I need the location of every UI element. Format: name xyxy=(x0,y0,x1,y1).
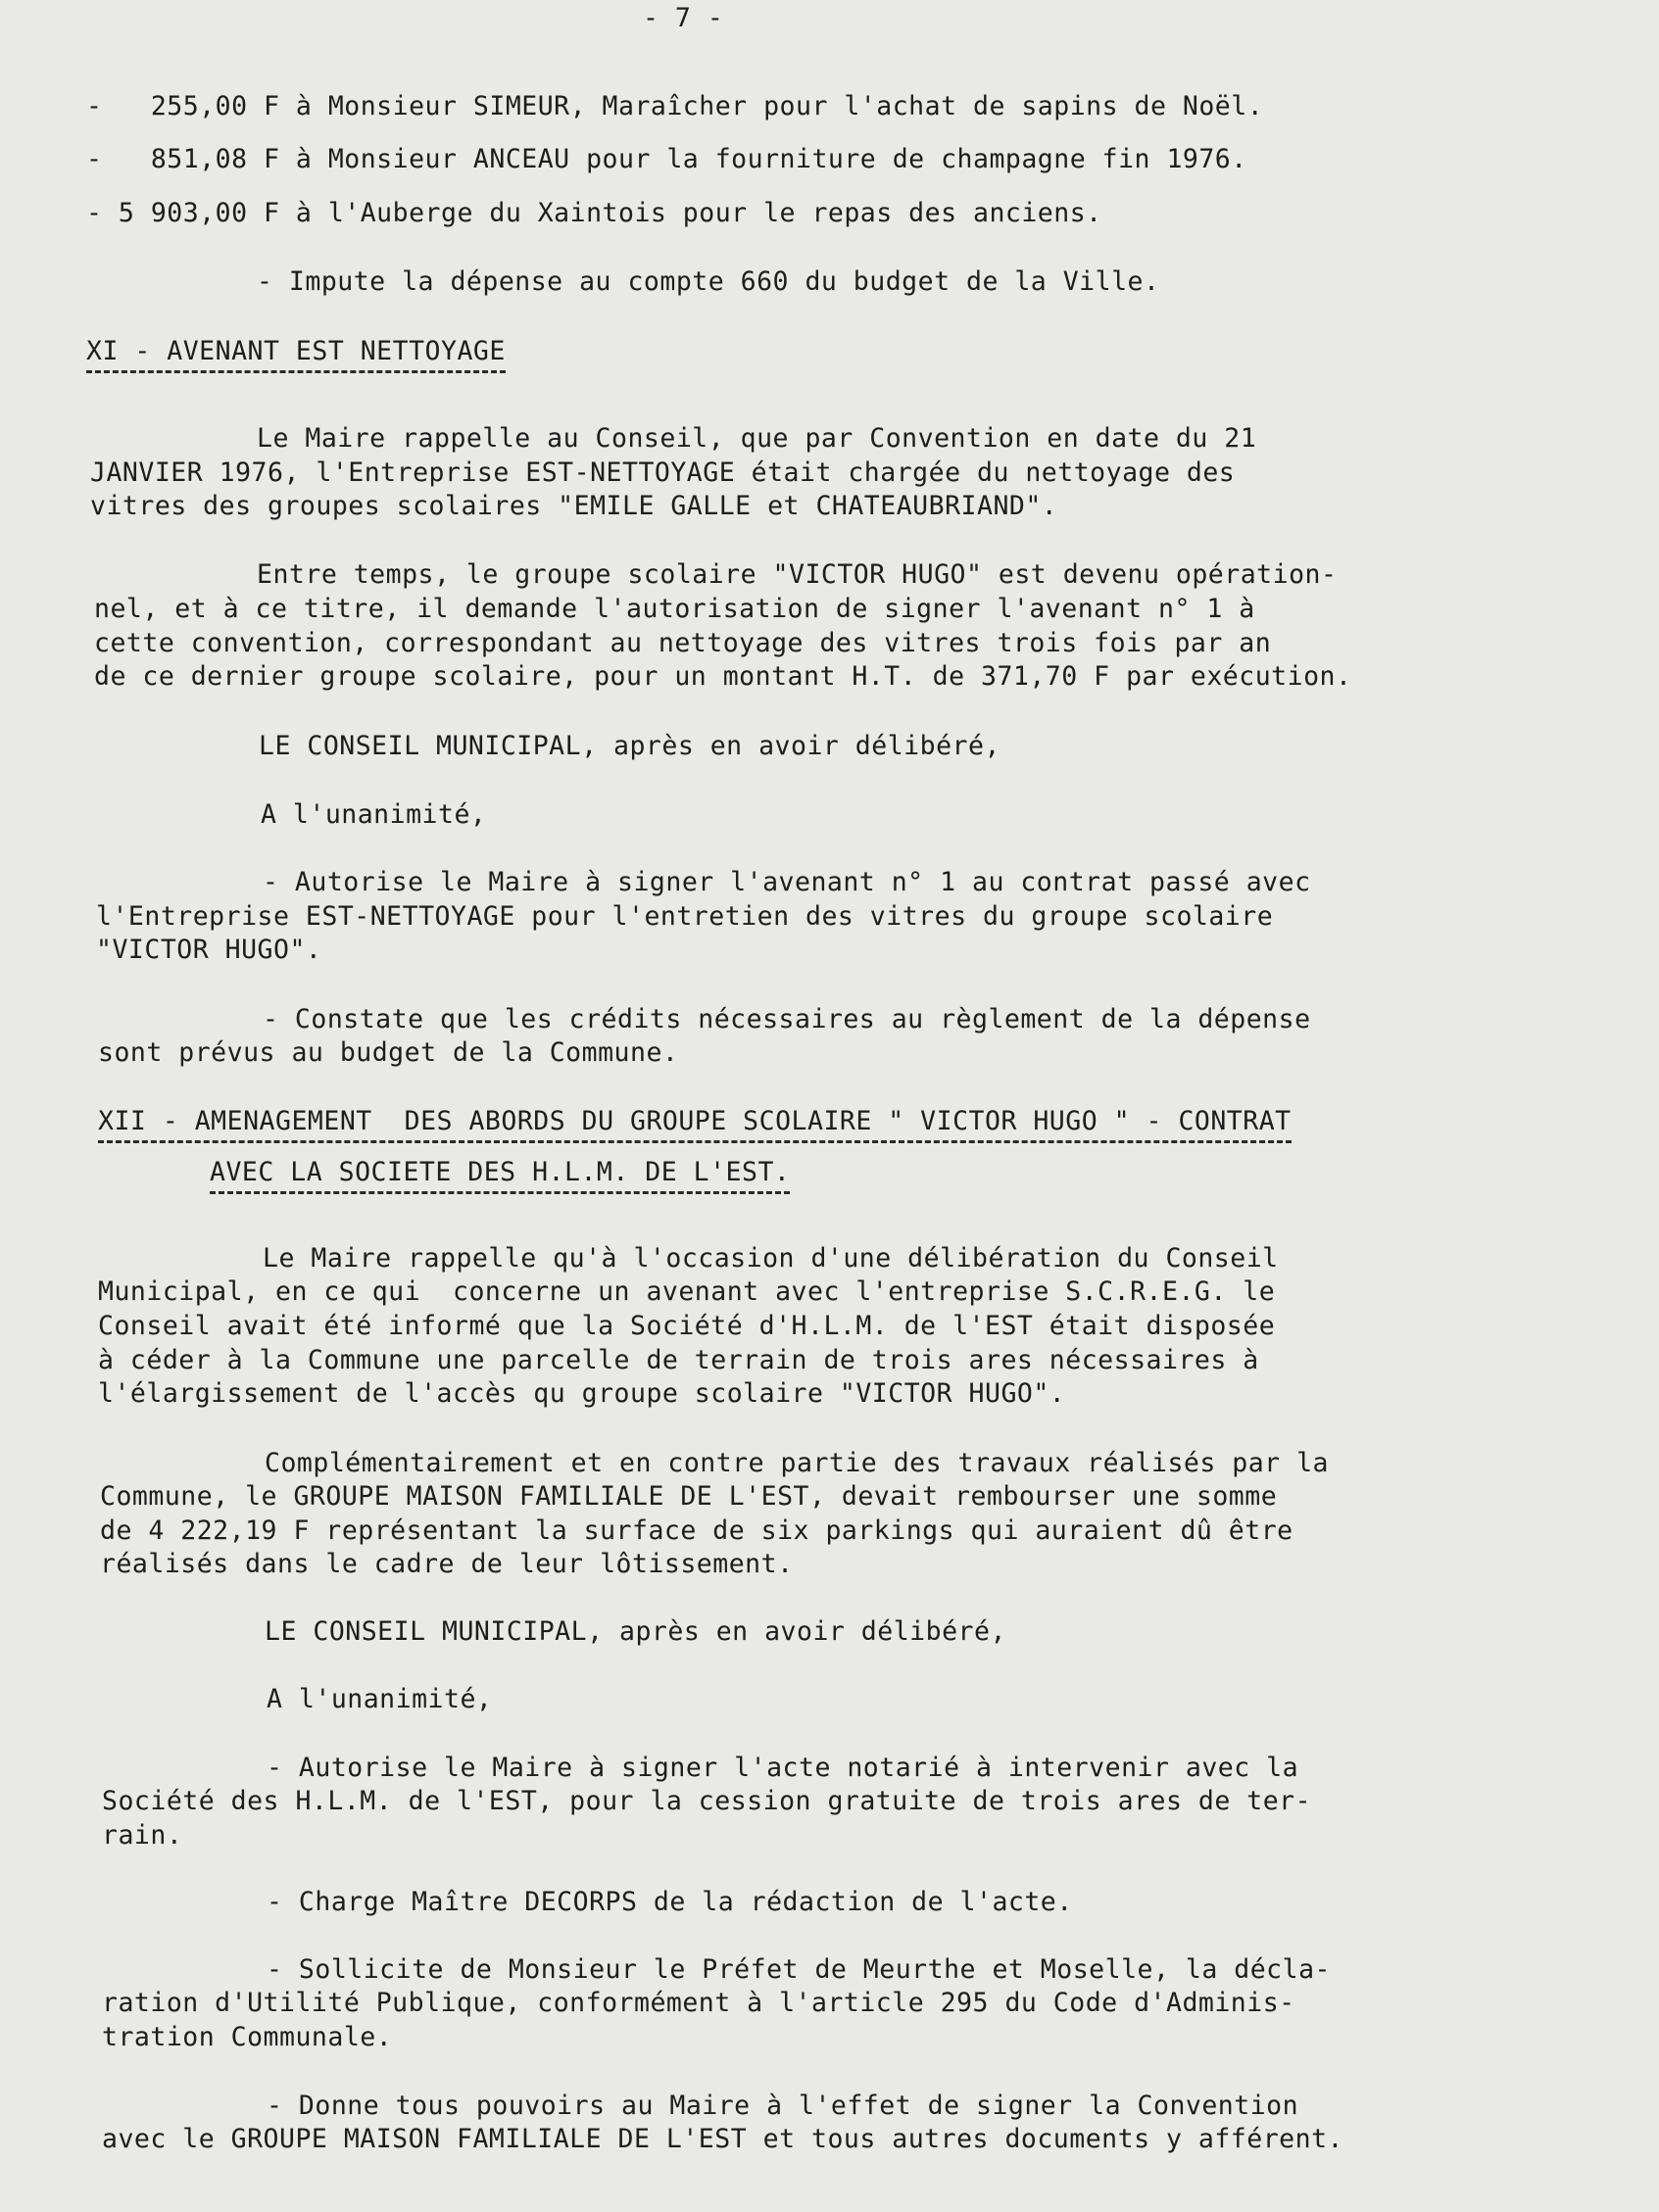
section-xii-decision4-line: avec le GROUPE MAISON FAMILIALE DE L'EST et tous autres documents y afférent. xyxy=(102,2124,1343,2154)
section-xi-decision1-line: "VICTOR HUGO". xyxy=(96,935,322,965)
section-xii-decision3-line: tration Communale. xyxy=(102,2022,393,2052)
section-xii-para1-line: l'élargissement de l'accès qu groupe scolaire "VICTOR HUGO". xyxy=(98,1378,1066,1409)
section-xi-unanimity: A l'unanimité, xyxy=(261,799,487,830)
payment-line-simeur: - 255,00 F à Monsieur SIMEUR, Maraîcher pour l'achat de sapins de Noël. xyxy=(86,91,1264,121)
section-xii-para1-line: Municipal, en ce qui concerne un avenant avec l'entreprise S.C.R.E.G. le xyxy=(98,1276,1276,1307)
section-xii-title-line1: XII - AMENAGEMENT DES ABORDS DU GROUPE SCOLAIRE " VICTOR HUGO " - CONTRAT xyxy=(98,1105,1292,1143)
section-xii-unanimity: A l'unanimité, xyxy=(267,1684,493,1714)
section-xi-para1-line: JANVIER 1976, l'Entreprise EST-NETTOYAGE était chargée du nettoyage des xyxy=(90,457,1236,488)
section-xi-decision2-line: - Constate que les crédits nécessaires au règlement de la dépense xyxy=(263,1004,1311,1034)
section-xi-para1-line: Le Maire rappelle au Conseil, que par Convention en date du 21 xyxy=(257,423,1257,454)
section-xi-para2-line: Entre temps, le groupe scolaire "VICTOR HUGO" est devenu opération- xyxy=(257,559,1338,590)
impute-line: - Impute la dépense au compte 660 du budget de la Ville. xyxy=(257,266,1160,297)
section-xi-para2-line: de ce dernier groupe scolaire, pour un montant H.T. de 371,70 F par exécution. xyxy=(94,661,1352,692)
section-xii-title-line2: AVEC LA SOCIETE DES H.L.M. DE L'EST. xyxy=(210,1156,790,1194)
section-xi-decision1-line: l'Entreprise EST-NETTOYAGE pour l'entretien des vitres du groupe scolaire xyxy=(96,901,1274,932)
section-xii-decision2: - Charge Maître DECORPS de la rédaction de l'acte. xyxy=(267,1887,1073,1917)
section-xii-decision1-line: rain. xyxy=(102,1820,183,1851)
section-xii-decision3-line: ration d'Utilité Publique, conformément à l'article 295 du Code d'Adminis- xyxy=(102,1988,1295,2018)
section-xi-council: LE CONSEIL MUNICIPAL, après en avoir délibéré, xyxy=(259,731,1000,761)
section-xi-decision2-line: sont prévus au budget de la Commune. xyxy=(98,1037,679,1068)
section-xi-para1-line: vitres des groupes scolaires "EMILE GALLE et CHATEAUBRIAND". xyxy=(90,491,1058,521)
section-xii-para2-line: Complémentairement et en contre partie des travaux réalisés par la xyxy=(265,1448,1329,1478)
payment-line-auberge: - 5 903,00 F à l'Auberge du Xaintois pour le repas des anciens. xyxy=(86,198,1102,228)
section-xii-decision3-line: - Sollicite de Monsieur le Préfet de Meurthe et Moselle, la décla- xyxy=(267,1954,1331,1985)
section-xi-para2-line: nel, et à ce titre, il demande l'autorisation de signer l'avenant n° 1 à xyxy=(94,594,1255,624)
section-xii-council: LE CONSEIL MUNICIPAL, après en avoir délibéré, xyxy=(265,1616,1006,1647)
section-xii-decision1-line: Société des H.L.M. de l'EST, pour la cession gratuite de trois ares de ter- xyxy=(102,1786,1312,1816)
section-xii-para2-line: réalisés dans le cadre de leur lôtissement. xyxy=(100,1549,794,1579)
section-xi-title: XI - AVENANT EST NETTOYAGE xyxy=(86,335,506,373)
section-xi-para2-line: cette convention, correspondant au nettoyage des vitres trois fois par an xyxy=(94,628,1272,658)
section-xii-para2-line: de 4 222,19 F représentant la surface de six parkings qui auraient dû être xyxy=(100,1515,1293,1546)
section-xii-para1-line: à céder à la Commune une parcelle de terrain de trois ares nécessaires à xyxy=(98,1345,1259,1375)
section-xii-decision1-line: - Autorise le Maire à signer l'acte notarié à intervenir avec la xyxy=(267,1753,1299,1783)
section-xii-para1-line: Le Maire rappelle qu'à l'occasion d'une délibération du Conseil xyxy=(263,1243,1279,1274)
section-xii-para2-line: Commune, le GROUPE MAISON FAMILIALE DE L'EST, devait rembourser une somme xyxy=(100,1481,1278,1512)
payment-line-anceau: - 851,08 F à Monsieur ANCEAU pour la fourniture de champagne fin 1976. xyxy=(86,144,1247,174)
section-xii-decision4-line: - Donne tous pouvoirs au Maire à l'effet de signer la Convention xyxy=(267,2091,1299,2121)
section-xi-decision1-line: - Autorise le Maire à signer l'avenant n° 1 au contrat passé avec xyxy=(263,867,1311,897)
page-number: - 7 - xyxy=(643,3,724,33)
section-xii-para1-line: Conseil avait été informé que la Société d'H.L.M. de l'EST était disposée xyxy=(98,1311,1276,1341)
